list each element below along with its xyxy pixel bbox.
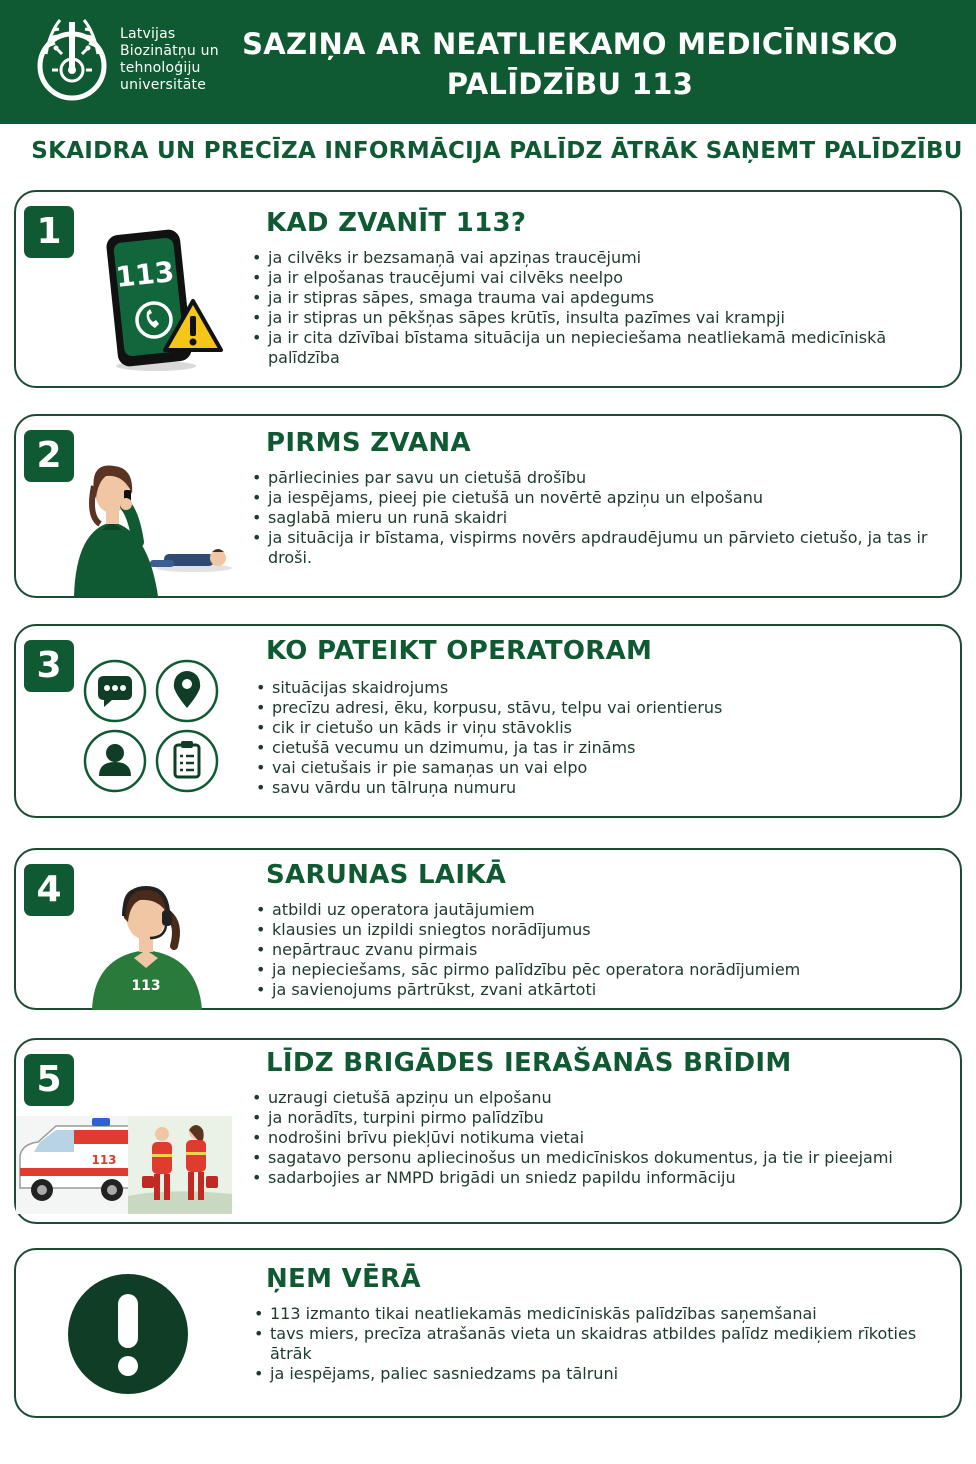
- list-item: • ja savienojums pārtrūkst, zvani atkārtoti: [252, 980, 946, 1000]
- logo-line: tehnoloģiju: [120, 60, 201, 76]
- section-number-badge: 4: [24, 864, 74, 916]
- section-number-badge: 2: [24, 430, 74, 482]
- list-item: • ja ir stipras un pēkšņas sāpes krūtīs, insulta pazīmes vai krampji: [248, 308, 946, 328]
- list-item: • sagatavo personu apliecinošus un medicīniskos dokumentus, ja tie ir pieejami: [248, 1148, 946, 1168]
- section-title: ŅEM VĒRĀ: [266, 1264, 421, 1294]
- list-item: • vai cietušais ir pie samaņas un vai elpo: [252, 758, 946, 778]
- logo-line: universitāte: [120, 77, 207, 93]
- section-bullet-list: [250, 1304, 946, 1384]
- section-title: SARUNAS LAIKĀ: [266, 860, 507, 890]
- list-item: • ja norādīts, turpini pirmo palīdzību: [248, 1108, 946, 1128]
- list-item: • cietušā vecumu un dzimumu, ja tas ir zināms: [252, 738, 946, 758]
- header-banner: [0, 0, 976, 124]
- list-item: • saglabā mieru un runā skaidri: [248, 508, 946, 528]
- page-title: [240, 24, 900, 104]
- section-bullet-list: [252, 678, 946, 798]
- ambulance-illustration: [16, 1116, 140, 1214]
- section-card-3: [14, 624, 962, 818]
- logo-line: Biozinātņu un: [120, 43, 219, 59]
- section-bullet-list: [252, 900, 946, 1000]
- list-item: • cik ir cietušo un kāds ir viņu stāvoklis: [252, 718, 946, 738]
- section-card-5: [14, 1038, 962, 1224]
- list-item: • pārliecinies par savu un cietušā drošību: [248, 468, 946, 488]
- clipboard-icon: [154, 728, 220, 794]
- operator-badge-label: 113: [131, 978, 161, 994]
- title-line: PALĪDZĪBU 113: [446, 67, 694, 101]
- section-card-1: [14, 190, 962, 388]
- list-item: • sadarbojies ar NMPD brigādi un sniedz papildu informāciju: [248, 1168, 946, 1188]
- section-title: PIRMS ZVANA: [266, 428, 471, 458]
- location-pin-icon: [154, 658, 220, 724]
- section-bullet-list: [248, 468, 946, 568]
- list-item: • ja situācija ir bīstama, vispirms novērs apdraudējumu un pārvieto cietušo, ja tas ir droši.: [248, 528, 946, 568]
- exclamation-icon: [66, 1272, 190, 1396]
- list-item: • ja cilvēks ir bezsamaņā vai apziņas traucējumi: [248, 248, 946, 268]
- list-item: • ja iespējams, pieej pie cietušā un novērtē apziņu un elpošanu: [248, 488, 946, 508]
- ambulance-label: 113: [91, 1153, 117, 1167]
- section-card-2: [14, 414, 962, 598]
- list-item: • nodrošini brīvu piekļūvi notikuma vietai: [248, 1128, 946, 1148]
- list-item: • situācijas skaidrojums: [252, 678, 946, 698]
- section-card-4: [14, 848, 962, 1010]
- section-title: KO PATEIKT OPERATORAM: [266, 636, 653, 666]
- list-item: • ja iespējams, paliec sasniedzams pa tālruni: [250, 1364, 946, 1384]
- phone-113-label: 113: [114, 255, 176, 295]
- person-icon: [82, 728, 148, 794]
- section-number-badge: 3: [24, 640, 74, 692]
- list-item: • nepārtrauc zvanu pirmais: [252, 940, 946, 960]
- university-logo-icon: [36, 14, 108, 110]
- logo-line: Latvijas: [120, 26, 176, 42]
- chat-icon: [82, 658, 148, 724]
- list-item: • 113 izmanto tikai neatliekamās medicīniskās palīdzības saņemšanai: [250, 1304, 946, 1324]
- section-bullet-list: [248, 1088, 946, 1188]
- section-title: KAD ZVANĪT 113?: [266, 208, 527, 238]
- warning-icon: [162, 298, 224, 354]
- list-item: • klausies un izpildi sniegtos norādījumus: [252, 920, 946, 940]
- list-item: • uzraugi cietušā apziņu un elpošanu: [248, 1088, 946, 1108]
- section-card-note: [14, 1248, 962, 1418]
- page-subtitle: SKAIDRA UN PRECĪZA INFORMĀCIJA PALĪDZ ĀTRĀK SAŅEMT PALĪDZĪBU: [31, 138, 963, 164]
- list-item: • ja ir cita dzīvībai bīstama situācija un nepieciešama neatliekamā medicīniskā palīdzība: [248, 328, 946, 368]
- operator-headset-illustration: [88, 874, 206, 1010]
- section-bullet-list: [248, 248, 946, 368]
- list-item: • ja nepieciešams, sāc pirmo palīdzību pēc operatora norādījumiem: [252, 960, 946, 980]
- list-item: • atbildi uz operatora jautājumiem: [252, 900, 946, 920]
- caller-with-victim-illustration: [66, 446, 236, 596]
- paramedics-illustration: [128, 1116, 232, 1214]
- section-number-badge: 1: [24, 206, 74, 258]
- list-item: • tavs miers, precīza atrašanās vieta un skaidras atbildes palīdz mediķiem rīkoties ātrāk: [250, 1324, 946, 1364]
- section-number-badge: 5: [24, 1054, 74, 1106]
- list-item: • ja ir stipras sāpes, smaga trauma vai apdegums: [248, 288, 946, 308]
- list-item: • savu vārdu un tālruņa numuru: [252, 778, 946, 798]
- title-line: SAZIŅA AR NEATLIEKAMO MEDICĪNISKO: [242, 27, 898, 61]
- section-title: LĪDZ BRIGĀDES IERAŠANĀS BRĪDIM: [266, 1048, 792, 1078]
- list-item: • precīzu adresi, ēku, korpusu, stāvu, telpu vai orientierus: [252, 698, 946, 718]
- list-item: • ja ir elpošanas traucējumi vai cilvēks neelpo: [248, 268, 946, 288]
- university-name: [120, 26, 219, 94]
